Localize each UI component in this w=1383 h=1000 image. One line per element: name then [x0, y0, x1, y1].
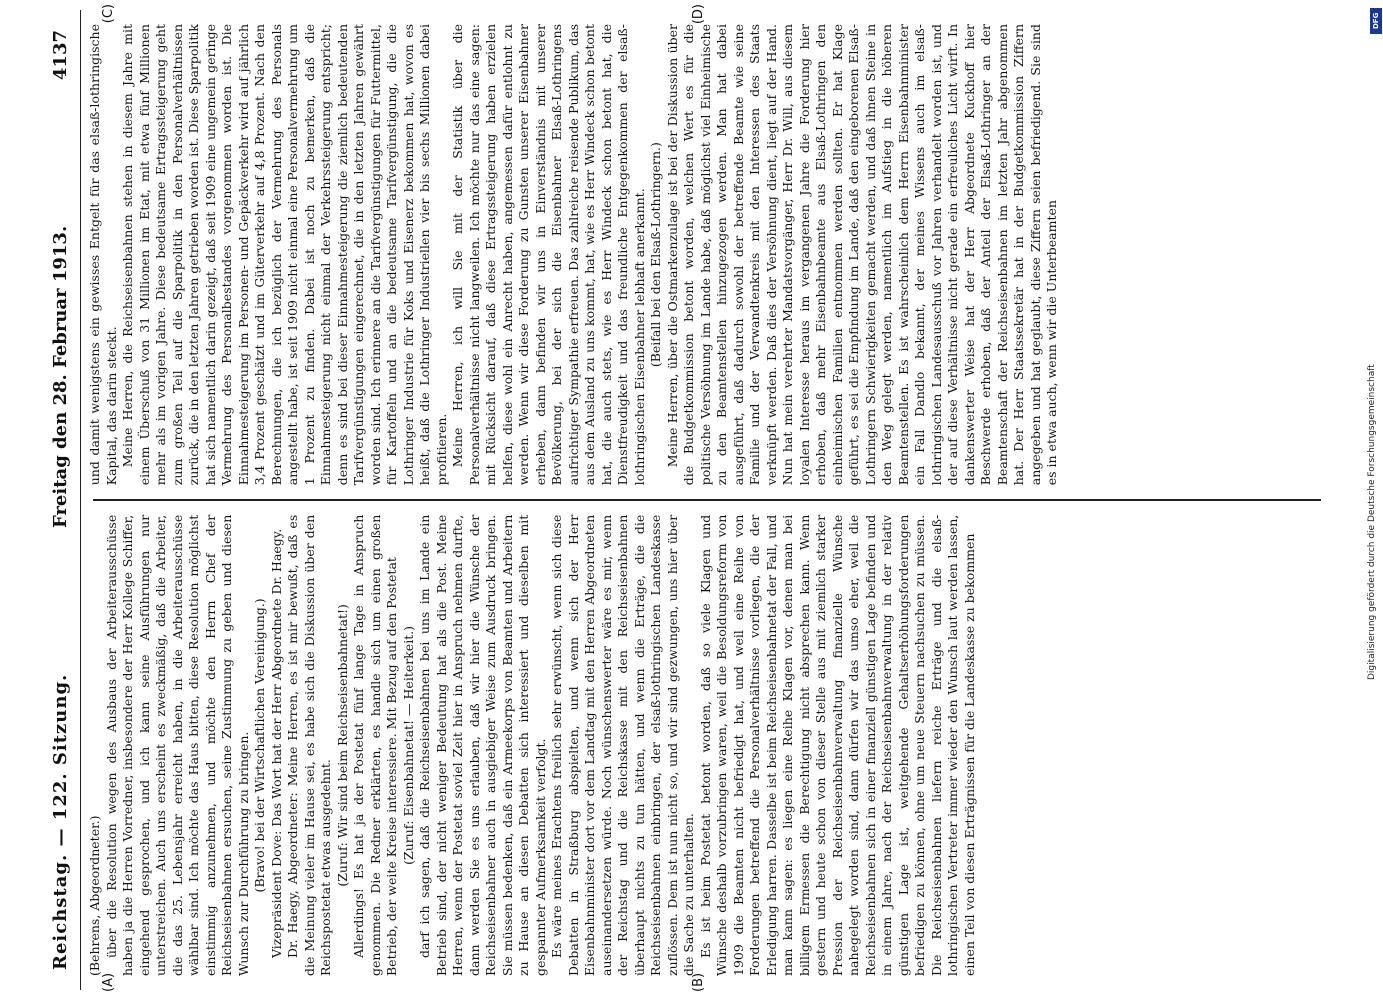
interjection: (Bravo! bei der Wirtschaftlichen Vereinigung.) [252, 598, 267, 893]
page-number: 4137 [50, 30, 71, 81]
paragraph: Es ist beim Postetat betont worden, daß so viele Klagen und Wünsche deshalb vorzubringen waren, weil die Besoldungsreform von 1909 die Beamten nicht befriedigt hat, und weil eine Reihe von Forderungen betreffend die Personalverhältnisse vorliegen, die der Erledigung harren. Dasselbe ist beim Reichseisenbahnetat der Fall, und man kann sagen: es liegen eine Reihe Klagen vor, denen man bei billigem Ermessen die Berechtigung nicht absprechen kann. Wenn gestern und heute schon von dieser Stelle aus mit ziemlich starker Pression der Reichseisenbahnverwaltung finanzielle Wünsche nahegelegt worden sind, dann dürfen wir das umso eher, weil die Reichseisenbahnen sich in einer finanziell günstigen Lage befinden und in einem Jahre, nach der Reichseisenbahnverwaltung in der relativ günstigen Lage ist, weitgehende Gehaltserhöhungsforderungen befriedigen zu können, ohne um neue Steuern nachsuchen zu müssen. Die Reichseisenbahnen liefern reiche Erträge und die elsaß-lothringischen Vertreter immer wieder den Wunsch laut werden lassen, einen Teil von diesen Erträgnissen für die Landeskasse zu bekommen [697, 514, 977, 976]
document-page [41, 4, 1341, 992]
paragraph: Dr. Haegy, Abgeordneter: Meine Herren, es ist mir bewußt, daß es die Meinung vieler im Hause sei, es habe sich die Diskussion über den Reichspostetat etwas ausgedehnt. [285, 514, 333, 976]
paragraph: Vizepräsident Dove: Das Wort hat der Herr Abgeordnete Dr. Haegy. [268, 528, 284, 958]
margin-marker-d: (D) [691, 4, 706, 25]
header-date: Freitag den 28. Februar 1913. [50, 225, 71, 529]
interjection: (Beifall bei den Elsaß-Lothringern.) [648, 142, 663, 368]
interjection: (Zuruf: Wir sind beim Reichseisenbahnetat!) [334, 604, 350, 887]
paragraph: Es wäre meines Erachtens freilich sehr erwünscht, wenn sich diese Debatten in Straßburg abspielten, und wenn sich der Herr Eisenbahnminister dort vor dem Landtag mit den Herren Abgeordneten auseinandersetzen würde. Noch wünschenswerter wäre es mir, wenn der Reichstag und die Reichskasse mit den Reichseisenbahnen überhaupt nichts zu tun hätten, und wenn die Erträge, die die Reichseisenbahnen einbringen, der elsaß-lothringischen Landeskasse zuflössen. Dem ist nun nicht so, und wir sind gezwungen, uns hier über die Sache zu unterhalten. [549, 514, 696, 976]
header-left: Reichstag. — 122. Sitzung. [50, 673, 71, 970]
text-columns [87, 10, 1327, 990]
paragraph: Meine Herren, die Reichseisenbahnen stehen in diesem Jahre mit einem Überschuß von 31 Millionen im Etat, mit etwa fünf Millionen mehr als im vorigen Jahre. Diese bedeutsame Ertragssteigerung geht zum großen Teil auf die Sparpolitik in den Personalverhältnissen zurück, die in den letzten Jahren getrieben worden ist. Diese Sparpolitik hat sich namentlich darin gezeigt, daß seit 1909 eine ungemein geringe Vermehrung des Personalbestandes vorgenommen worden ist. Die Einnahmesteigerung im Personen- und Gepäckverkehr wird auf jährlich 3,4 Prozent geschätzt und im Güterverkehr auf 4,8 Prozent. Nach den Berechnungen, die ich bezüglich der Vermehrung des Personals angestellt habe, ist seit 1909 nicht einmal eine Personalvermehrung um 1 Prozent zu finden. Dabei ist noch zu bemerken, daß die Einnahmesteigerung nicht einmal der Verkehrssteigerung entspricht; denn es sind bei dieser Einnahmesteigerung die ziemlich bedeutenden Tarifvergünstigungen eingerechnet, die in den letzten Jahren gewährt worden sind. Ich erinnere an die Tarifvergünstigungen für Futtermittel, für Kartoffeln und an die bedeutsame Tarifvergünstigung, die die Lothringer Industrie für Koks und Eisenerz bekommen hat, wovon es heißt, daß die Lothringer Industriellen vier bis sechs Millionen dabei profitieren. [120, 24, 449, 486]
right-column [87, 10, 1327, 499]
speaker-ref: (Behrens, Abgeordneter.) [87, 815, 102, 976]
interjection: (Zuruf: Eisenbahnetat! — Heiterkeit.) [400, 625, 416, 865]
paragraph: Meine Herren, ich will Sie mit der Statistik über die Personalverhältnisse nicht langweilen. Ich möchte nur das eine sagen: mit Rücksicht darauf, daß diese Ertragssteigerung haben erzielen helfen, diese wohl ein Anrecht haben, angemessen dafür entlohnt zu werden. Wenn wir diese Forderung zu Gunsten unserer Eisenbahner erheben, dann befinden wir uns in Einverständnis mit unserer Bevölkerung, bei der sich die Eisenbahner Elsaß-Lothringens aufrichtiger Sympathie erfreuen. Das zahlreiche reisende Publikum, das aus dem Ausland zu uns kommt, hat, wie es Herr Windeck schon betont hat, die auch stets, wie es Herr Windeck schon betont hat, die Dienstfreudigkeit und das freundliche Entgegenkommen der elsaß-lothringischen Eisenbahner lebhaft anerkannt. [450, 24, 647, 486]
paragraph: darf ich sagen, daß die Reichseisenbahnen bei uns im Lande ein Betrieb sind, der nicht weniger Bedeutung hat als die Post. Meine Herren, wenn der Postetat soviel Zeit hier in Anspruch nehmen durfte, dann werden Sie es uns erlauben, daß wir hier die Wünsche der Reichseisenbahner auch in ausgiebiger Weise zum Ausdruck bringen. Sie müssen bedenken, daß ein Armeekorps von Beamten und Arbeitern zu Hause an diesen Debatten sich interessiert und dieselben mit gespannter Aufmerksamkeit verfolgt. [417, 514, 548, 976]
margin-marker-b: (B) [691, 972, 706, 992]
paragraph: Allerdings! Es hat ja der Postetat fünf lange Tage in Anspruch genommen. Die Redner erklärten, es handle sich um einen großen Betrieb, der weite Kreise interessiere. Mit Bezug auf den Postetat [351, 514, 399, 976]
paragraph: und damit wenigstens ein gewisses Entgelt für das elsaß-lothringische Kapital, das darin steckt. [87, 24, 119, 486]
column-divider [93, 499, 1321, 501]
paragraph: Meine Herren, über die Ostmarkenzulage ist bei der Diskussion über die Budgetkommission betont worden, welchen Wert es für die politische Versöhnung im Lande habe, daß möglichst viel Einheimische zu den Beamtenstellen hinzugezogen werden. Man hat dabei ausgeführt, daß dadurch sowohl der betreffende Beamte wie seine Familie und der Verwandtenkreis mit den Interessen des Staats verknüpft werden. Daß dies der Versöhnung dient, liegt auf der Hand. Nun hat mein verehrter Mandatsvorgänger, Herr Dr. Will, aus diesem loyalen Interesse heraus im vergangenen Jahre die Forderung hier erhoben, daß mehr Eisenbahnbeamte aus Elsaß-Lothringen den einheimischen Familien entnommen werden sollten. Er hat Klage geführt, es sei die Empfindung im Lande, daß den eingeborenen Elsaß-Lothringern Schwierigkeiten gemacht werden, und daß ihnen Steine in den Weg gelegt werden, namentlich im Aufstieg in die höheren Beamtenstellen. Es ist wahrscheinlich dem Herrn Eisenbahnminister ein Fall Dandlo bekannt, der meines Wissens auch im elsaß-lothringischen Landesausschuß vor Jahren verhandelt worden ist, und der auf diese Verhältnisse nicht gerade ein erfreuliches Licht wirft. In dankenswerter Weise hat der Herr Abgeordnete Kuckhoff hier Beschwerde erhoben, daß der Anteil der Elsaß-Lothringer an der Beamtenschaft der Reichseisenbahnen im letzten Jahr abgenommen hat. Der Herr Staatssekretär hat in der Budgetkommission Ziffern angegeben und hat geglaubt, diese Ziffern seien befriedigend. Sie sind es in etwa auch, wenn wir die Unterbeamten [664, 24, 1059, 486]
digitization-note: Digitalisierung gefördert durch die Deutsche Forschungsgemeinschaft [1367, 364, 1377, 680]
margin-marker-a: (A) [101, 972, 116, 992]
paragraph: über die Resolution wegen des Ausbaus der Arbeiterausschüsse haben ja die Herren Vorredner, insbesondere der Herr Kollege Schiffer, eingehend gesprochen, und ich kann seine Ausführungen nur unterstreichen. Auch uns erscheint es zweckmäßig, daß die Arbeiter, die das 25. Lebensjahr erreicht haben, in die Arbeiterausschüsse wählbar sind. Ich möchte das Haus bitten, diese Resolution möglichst einstimmig anzunehmen, und möchte den Herrn Chef der Reichseisenbahnen ersuchen, seine Zustimmung zu geben und diesen Wunsch zur Durchführung zu bringen. [103, 514, 251, 976]
left-column [87, 501, 1327, 990]
dfg-logo: DFG [1370, 8, 1382, 34]
margin-marker-c: (C) [101, 4, 116, 24]
page-header [41, 10, 81, 990]
